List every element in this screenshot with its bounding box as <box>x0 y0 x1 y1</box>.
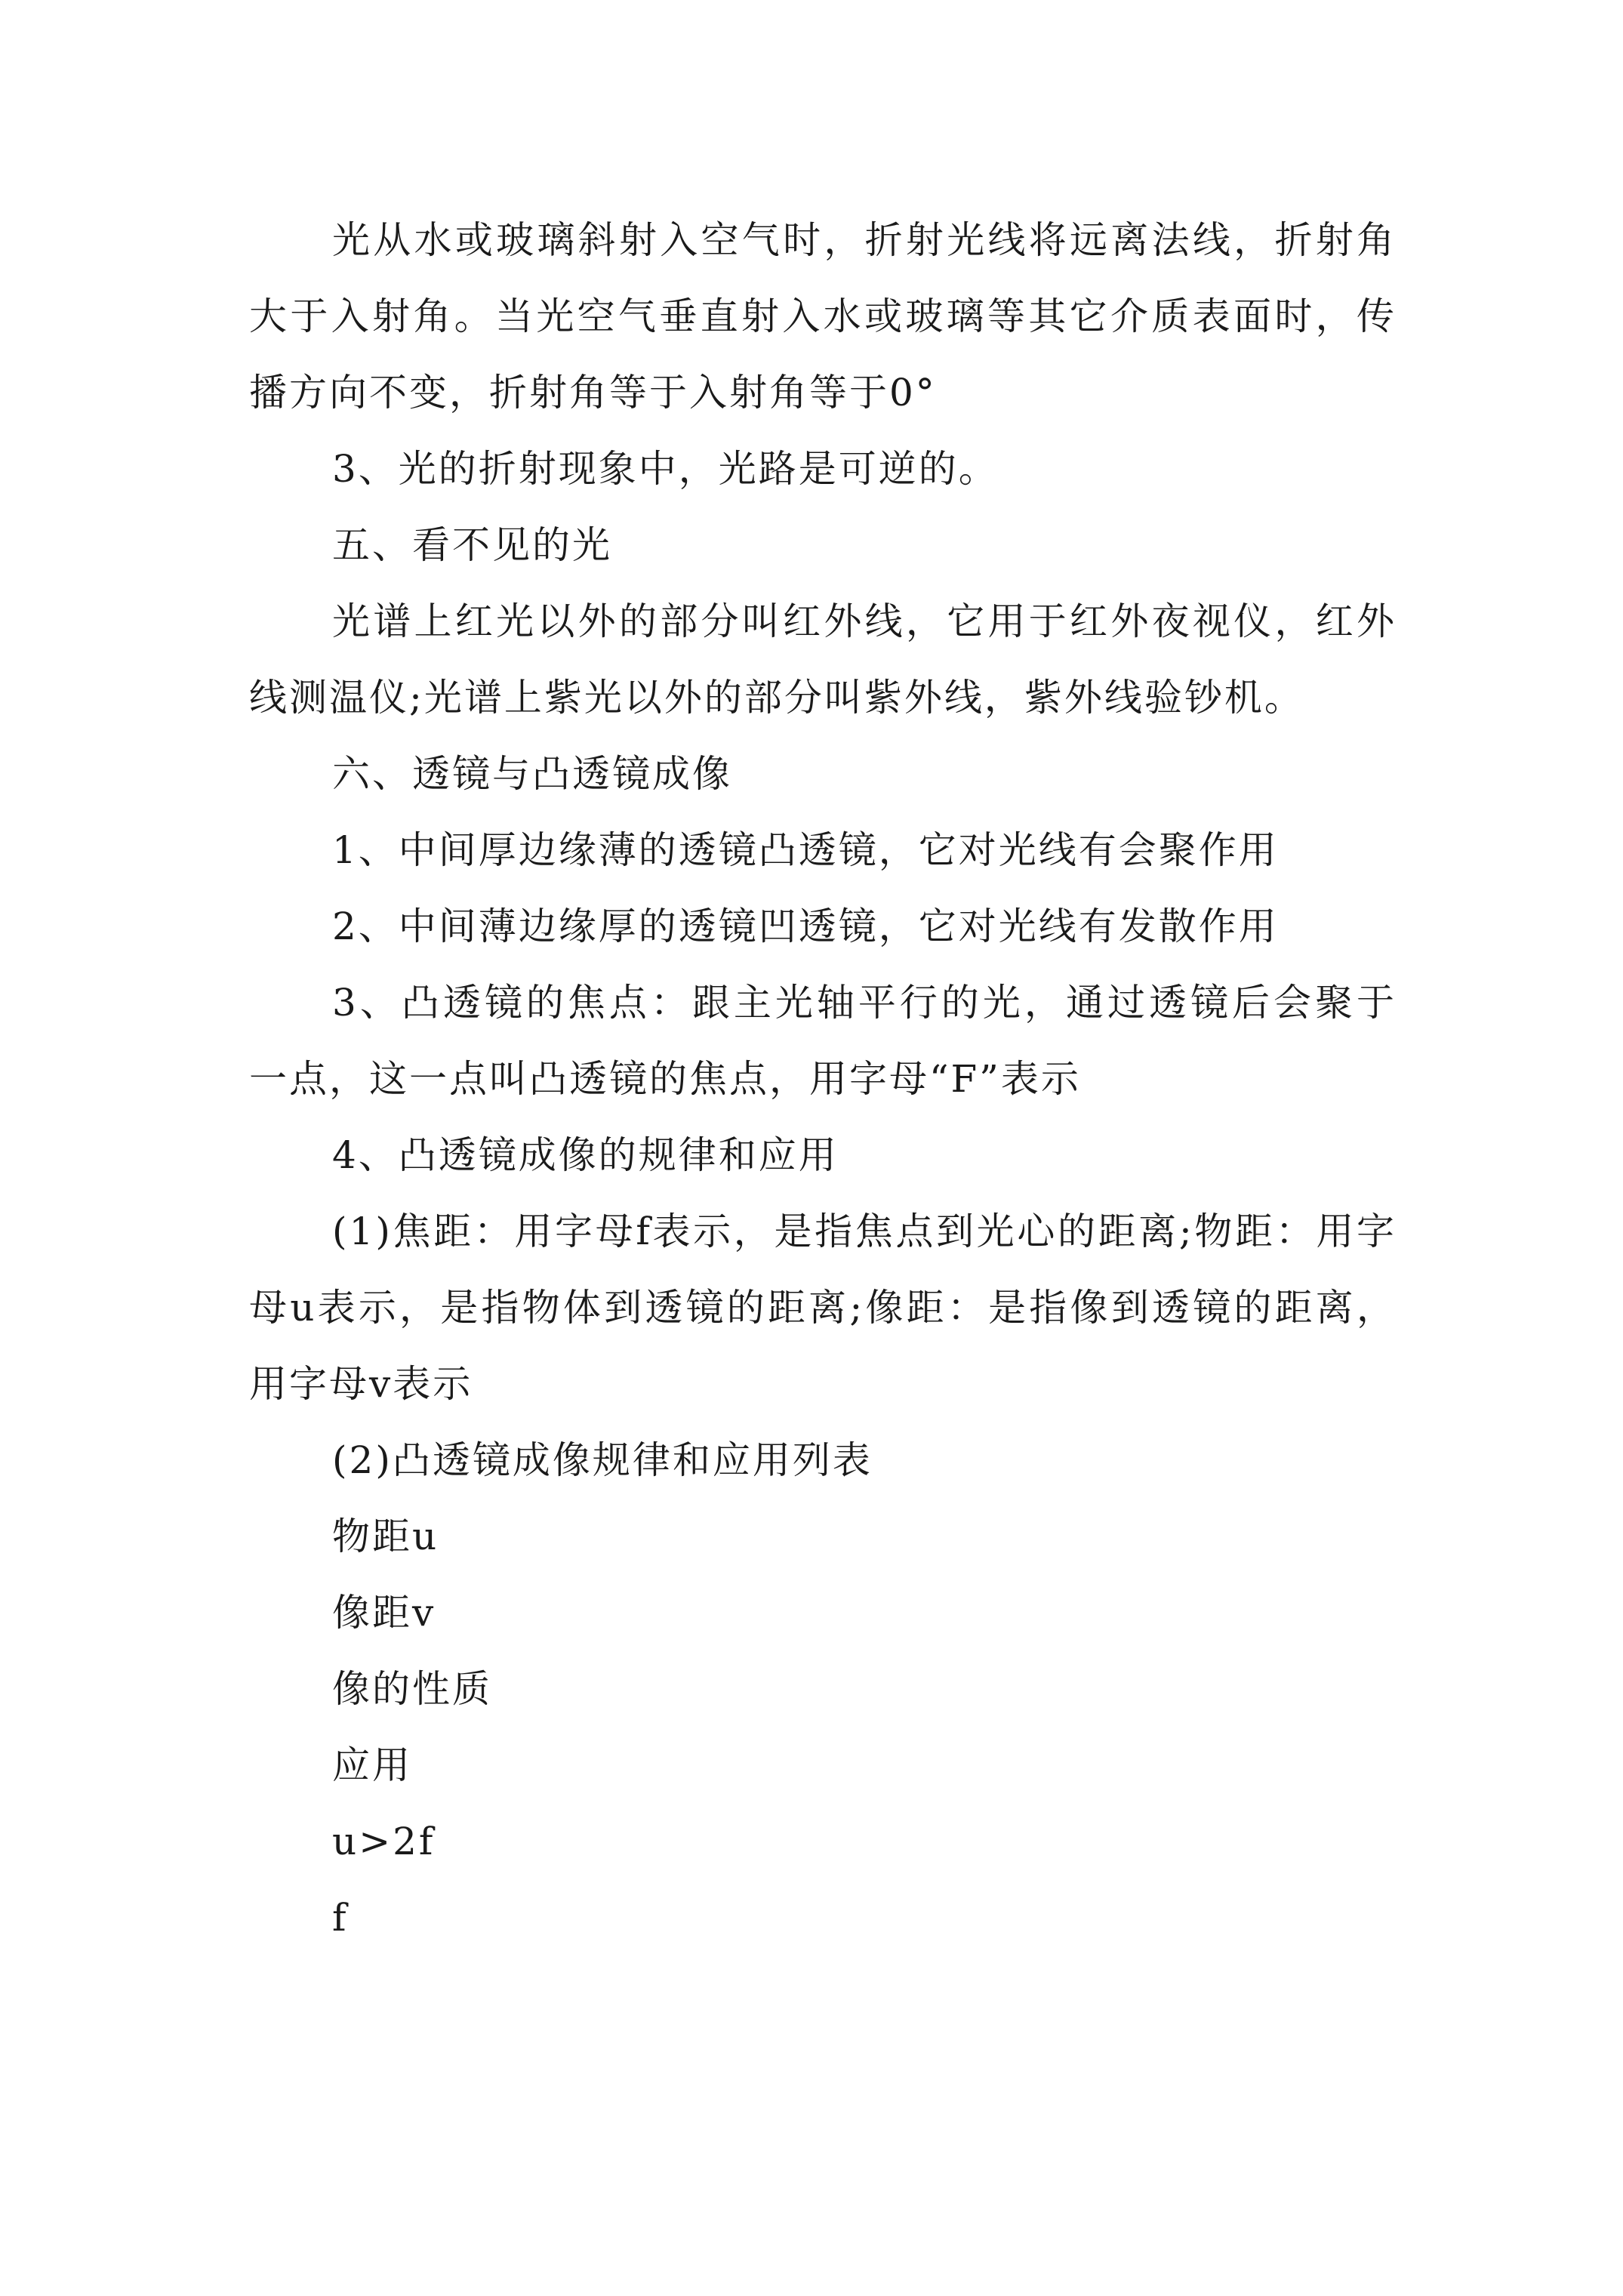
heading-lenses: 六、透镜与凸透镜成像 <box>332 752 732 796</box>
paragraph-imaging-rules-heading: 4、凸透镜成像的规律和应用 <box>332 1133 839 1177</box>
paragraph-reversible-path: 3、光的折射现象中，光路是可逆的。 <box>332 447 999 491</box>
table-cell: 像的性质 <box>332 1667 492 1711</box>
paragraph-refraction-water-to-air: 光从水或玻璃斜射入空气时，折射光线将远离法线，折射角大于入射角。当光空气垂直射入水或玻璃等其它介质表面时，传播方向不变，折射角等于入射角等于0° <box>249 218 1397 415</box>
paragraph-distance-definitions: (1)焦距：用字母f表示，是指焦点到光心的距离;物距：用字母u表示，是指物体到透镜的距离;像距：是指像到透镜的距离，用字母v表示 <box>249 1210 1397 1406</box>
paragraph-concave-lens: 2、中间薄边缘厚的透镜凹透镜，它对光线有发散作用 <box>332 905 1279 948</box>
paragraph-table-intro: (2)凸透镜成像规律和应用列表 <box>332 1438 873 1482</box>
document-body <box>249 202 1397 1956</box>
table-cell: u>2f <box>332 1820 436 1863</box>
table-cell: 像距v <box>332 1591 436 1635</box>
paragraph-focal-point: 3、凸透镜的焦点：跟主光轴平行的光，通过透镜后会聚于一点，这一点叫凸透镜的焦点，用字母“F”表示 <box>249 981 1397 1101</box>
paragraph-convex-lens: 1、中间厚边缘薄的透镜凸透镜，它对光线有会聚作用 <box>332 828 1279 872</box>
table-cell: 物距u <box>332 1515 439 1558</box>
paragraph-infrared-ultraviolet: 光谱上红光以外的部分叫红外线，它用于红外夜视仪，红外线测温仪;光谱上紫光以外的部分叫紫外线，紫外线验钞机。 <box>249 599 1397 720</box>
heading-invisible-light: 五、看不见的光 <box>332 523 612 567</box>
table-cell: f <box>332 1896 349 1940</box>
table-cell: 应用 <box>332 1743 412 1787</box>
